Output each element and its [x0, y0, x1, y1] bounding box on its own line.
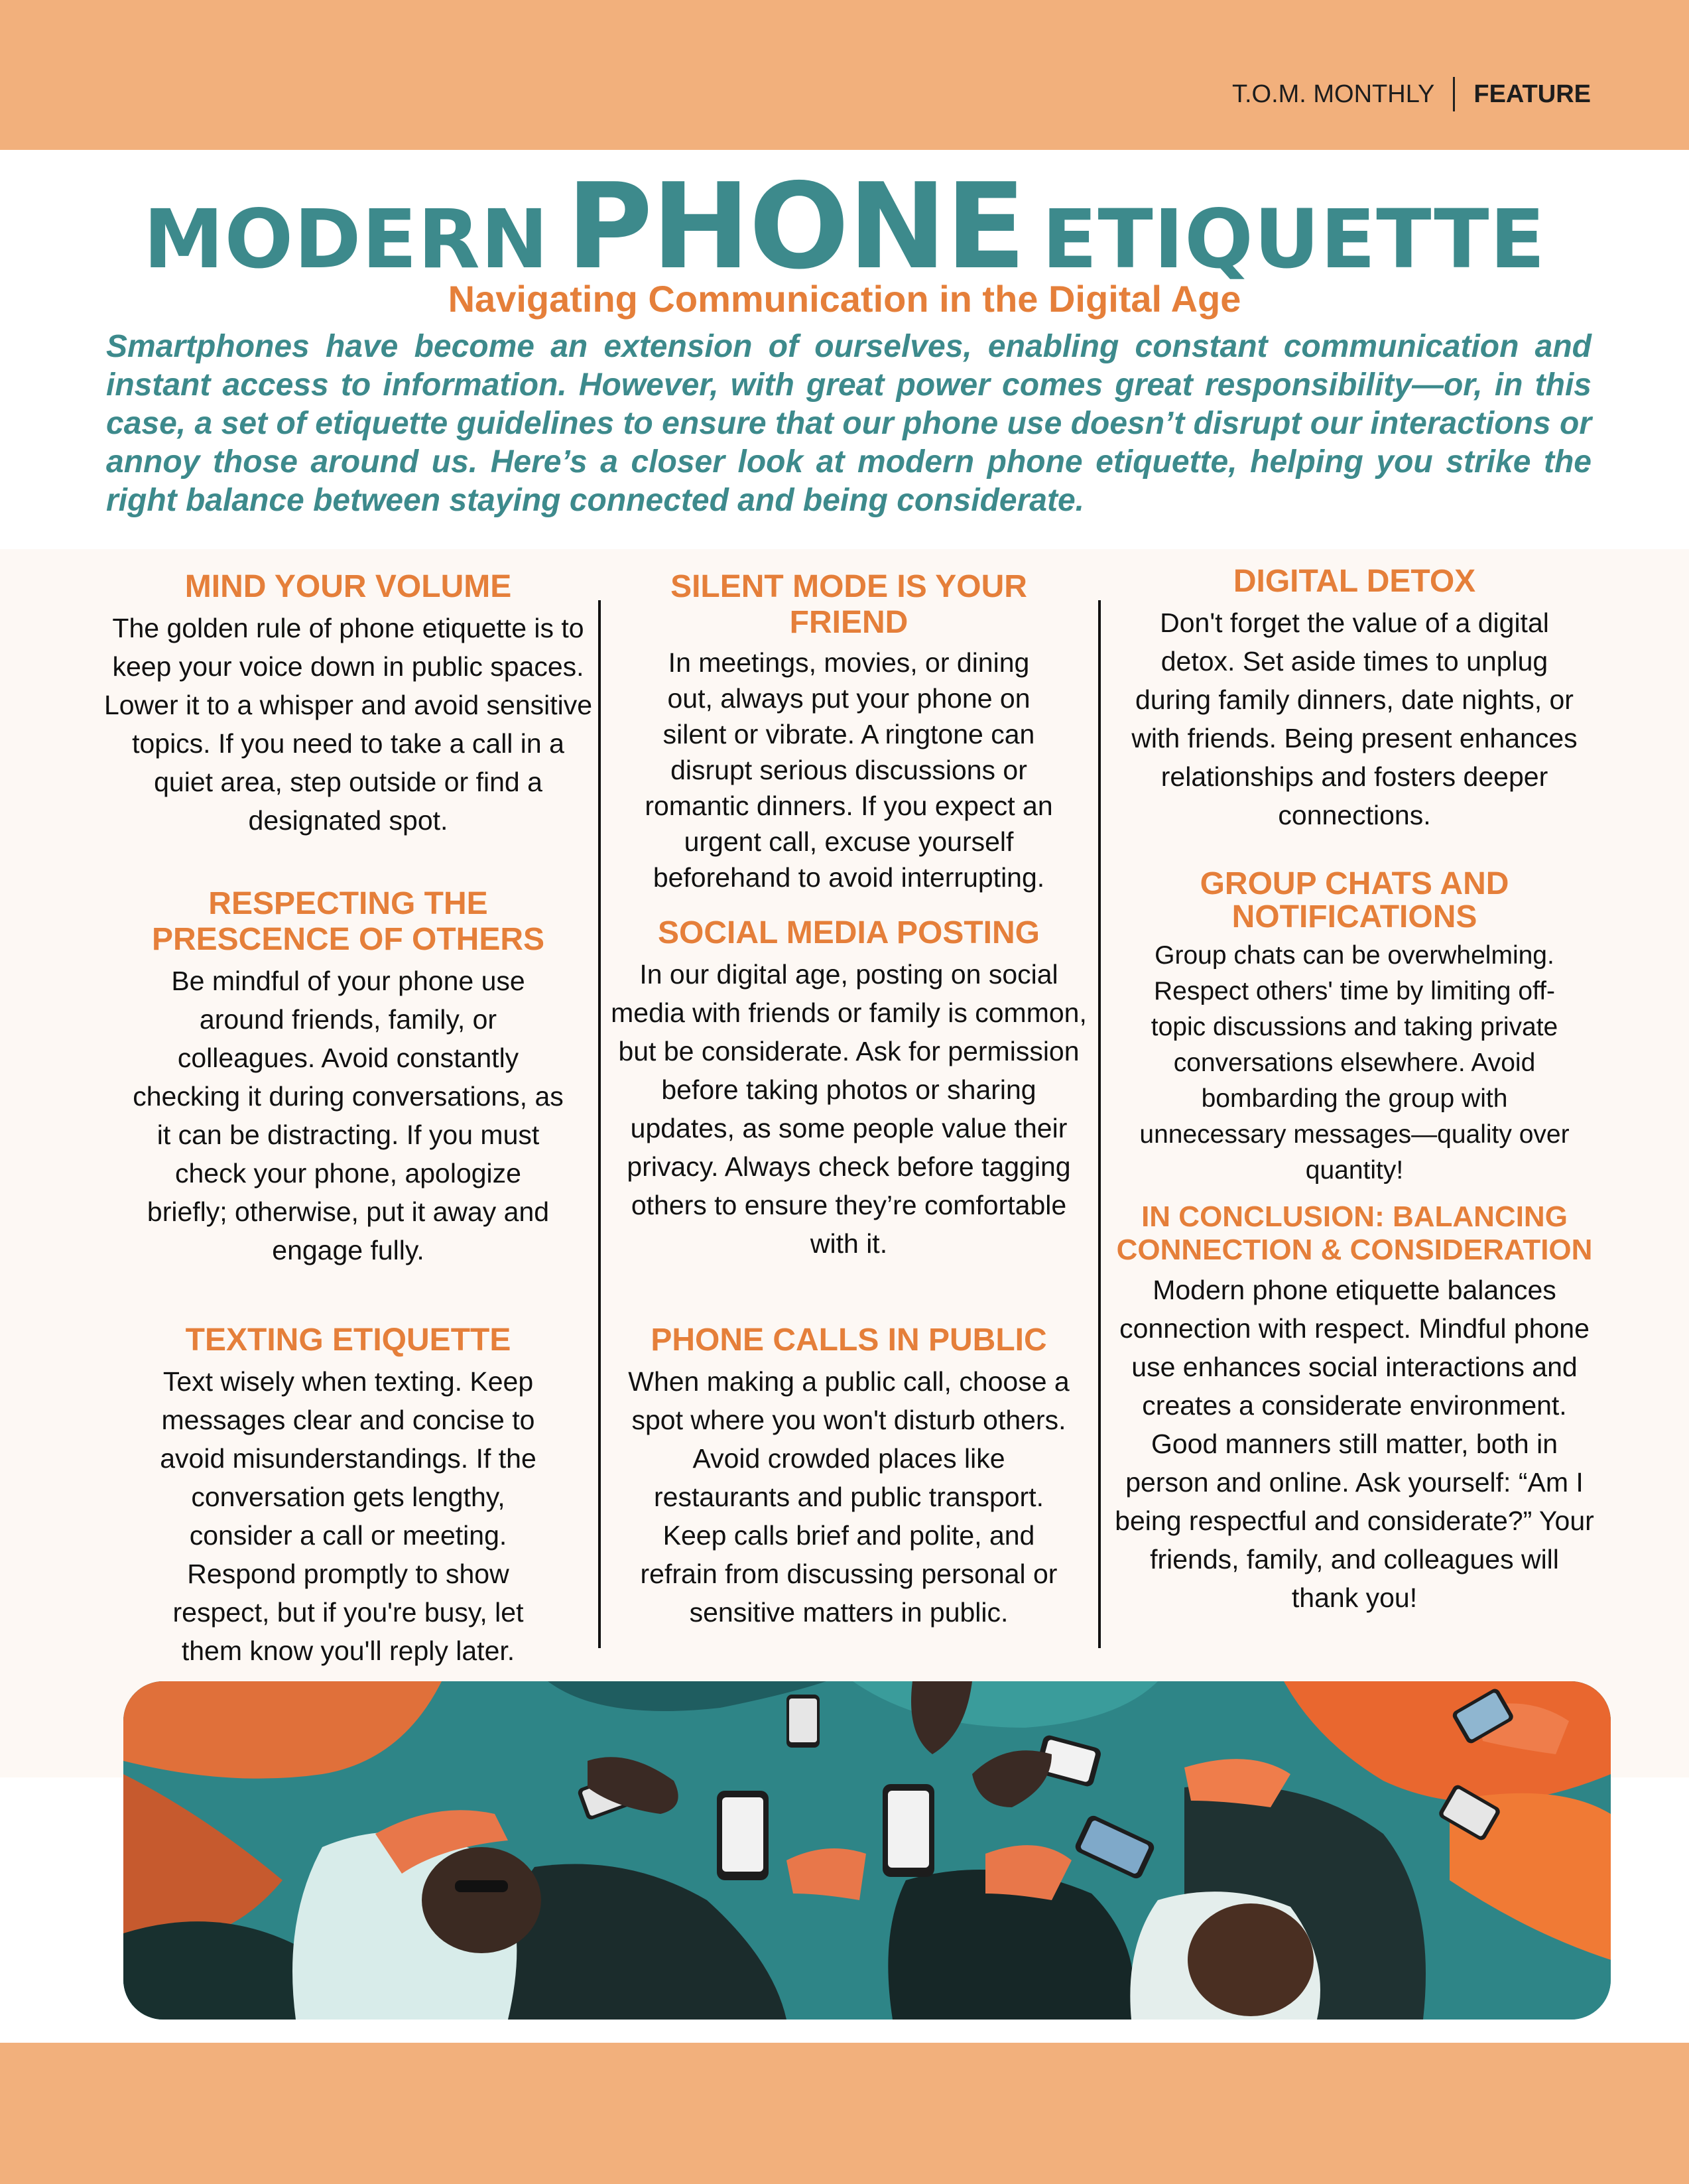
page-title: [0, 158, 1689, 295]
section-social-media: [610, 915, 1088, 1263]
title-part-phone: PHONE: [566, 158, 1025, 295]
section-title: SILENT MODE IS YOUR FRIEND: [670, 569, 1027, 640]
section-body: The golden rule of phone etiquette is to keep your voice down in public spaces. Lower it to a whisper and avoid sensitive topics. If you need to take a call in a quiet area, step outside or find a designated spot.: [103, 613, 593, 836]
section-title: PHONE CALLS IN PUBLIC: [651, 1322, 1047, 1358]
section-title: DIGITAL DETOX: [1233, 564, 1476, 599]
section-body: Be mindful of your phone use around friends, family, or colleagues. Avoid constantly checking it during conversations, as it can be distracting. If you must check your phone, apologize briefly; otherwise, put it away and engage fully.: [133, 966, 564, 1265]
column-1: [99, 564, 597, 1670]
title-part-modern: MODERN: [143, 192, 549, 287]
publication-name: T.O.M. MONTHLY: [1231, 80, 1435, 108]
section-body: When making a public call, choose a spot where you won't disturb others. Avoid crowded places like restaurants and public transport. Keep calls brief and polite, and refrain from discussing personal or sensitive matters in public.: [628, 1366, 1070, 1628]
header-divider: [1453, 77, 1455, 111]
section-group-chats: [1114, 867, 1595, 1188]
illustration-people-with-phones: [123, 1681, 1611, 2020]
section-body: Modern phone etiquette balances connection with respect. Mindful phone use enhances social interactions and creates a considerate environment. Good manners still matter, both in person and online. Ask yourself: “Am I being respectful and considerate?” Your friends, family, and colleagues will thank you!: [1115, 1275, 1594, 1613]
column-2: [610, 564, 1088, 1632]
section-body: In meetings, movies, or dining out, always put your phone on silent or vibrate. A ringtone can disrupt serious discussions or romantic dinners. If you expect an urgent call, excuse yourself beforehand to avoid interrupting.: [645, 647, 1053, 893]
title-part-etiquette: ETIQUETTE: [1042, 192, 1546, 287]
running-header: [1232, 74, 1591, 114]
section-phone-calls-public: [610, 1322, 1088, 1632]
section-title: IN CONCLUSION: BALANCING CONNECTION & CONSIDERATION: [1116, 1200, 1593, 1266]
section-body: In our digital age, posting on social media with friends or family is common, but be considerate. Ask for permission before taking photos or sharing updates, as some people value their privacy. Always check before tagging others to ensure they’re comfortable with it.: [611, 959, 1087, 1259]
section-conclusion: [1114, 1200, 1595, 1617]
bottom-band: [0, 2043, 1689, 2184]
section-title: MIND YOUR VOLUME: [184, 569, 512, 604]
page-subtitle: Navigating Communication in the Digital Age: [448, 278, 1241, 320]
section-title: TEXTING ETIQUETTE: [185, 1322, 511, 1358]
section-body: Don't forget the value of a digital detox. Set aside times to unplug during family dinners, date nights, or with friends. Being present enhances relationships and fosters deeper connections.: [1131, 608, 1578, 830]
section-body: Group chats can be overwhelming. Respect others' time by limiting off-topic discussions and taking private conversations elsewhere. Avoid bombarding the group with unnecessary messages—quality over quantity!: [1139, 941, 1570, 1185]
section-mind-your-volume: [99, 569, 597, 840]
section-title: RESPECTING THE PRESCENCE OF OTHERS: [151, 886, 545, 957]
section-silent-mode: [610, 569, 1088, 895]
section-label: FEATURE: [1473, 80, 1591, 108]
illustration-art: [123, 1681, 1611, 2020]
section-digital-detox: [1114, 564, 1595, 834]
column-divider: [1098, 600, 1101, 1648]
section-title: SOCIAL MEDIA POSTING: [657, 915, 1040, 950]
intro-paragraph: Smartphones have become an extension of ourselves, enabling constant communication and instant access to information. However, with great power comes great responsibility—or, in this case, a set of etiquette guidelines to ensure that our phone use doesn’t disrupt our interactions or annoy those around us. Here’s a closer look at modern phone etiquette, helping you strike the right balance between staying connected and being considerate.: [106, 329, 1592, 518]
section-respecting-others: [99, 886, 597, 1269]
column-divider: [598, 600, 601, 1648]
section-body: Text wisely when texting. Keep messages clear and concise to avoid misunderstandings. If the conversation gets lengthy, consider a call or meeting. Respond promptly to show respect, but if you're busy, let them know you'll reply later.: [160, 1366, 536, 1666]
section-title: GROUP CHATS AND NOTIFICATIONS: [1200, 866, 1509, 934]
section-texting-etiquette: [99, 1322, 597, 1670]
column-3: [1114, 564, 1595, 1617]
